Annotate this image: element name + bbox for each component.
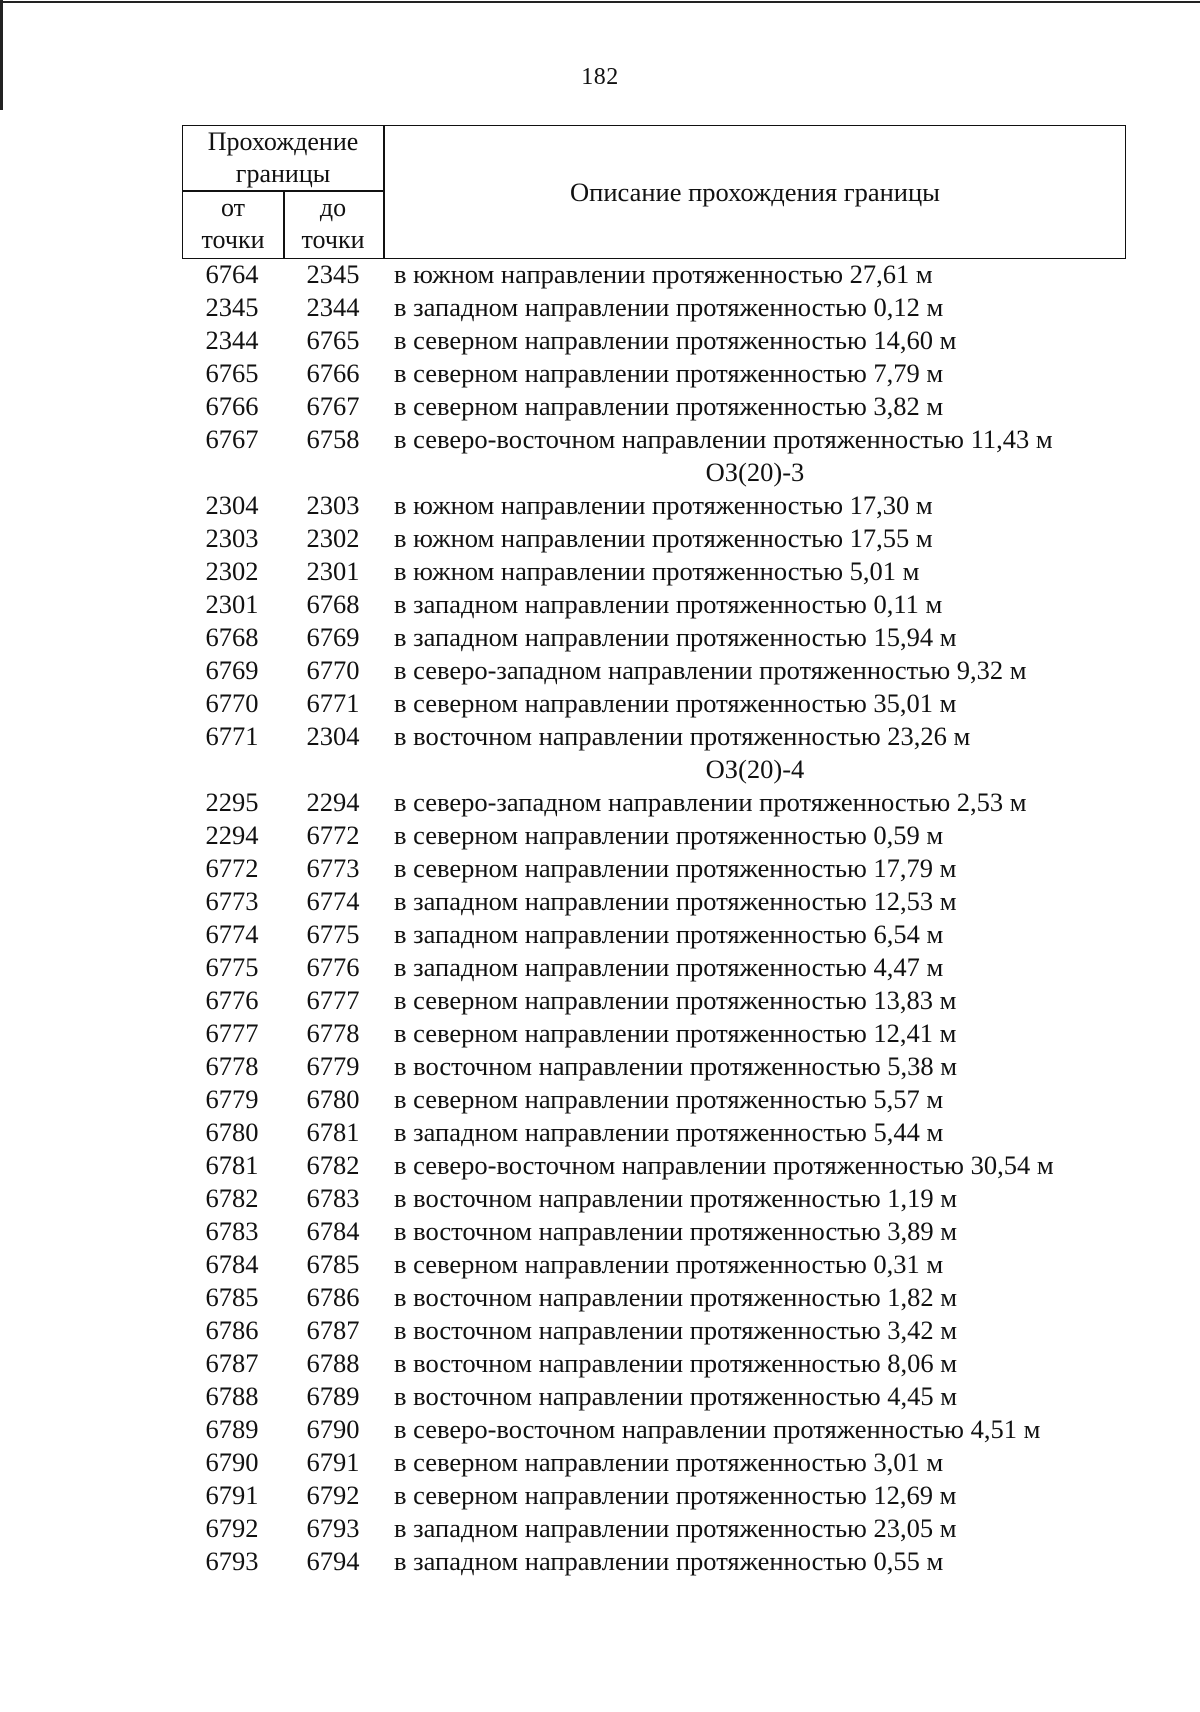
description-cell: в западном направлении протяженностью 0,55 м <box>394 1546 944 1576</box>
scan-border-left <box>0 0 3 110</box>
table-row <box>0 1380 1200 1413</box>
from-point-cell: 6792 <box>205 1513 259 1543</box>
to-point-cell: 6768 <box>306 589 360 619</box>
from-point-cell: 6777 <box>205 1018 259 1048</box>
from-point-cell: 6791 <box>205 1480 259 1510</box>
to-point-cell: 6770 <box>306 655 360 685</box>
header-passage-title: Прохождение границы <box>207 127 359 188</box>
description-cell: в северо-восточном направлении протяженностью 4,51 м <box>394 1414 1041 1444</box>
table-row <box>0 984 1200 1017</box>
to-point-cell: 6785 <box>306 1249 360 1279</box>
table-row <box>0 1281 1200 1314</box>
from-point-cell: 2303 <box>205 523 259 553</box>
table-row <box>0 357 1200 390</box>
description-cell: в северо-восточном направлении протяженностью 30,54 м <box>394 1150 1054 1180</box>
description-cell: в западном направлении протяженностью 15,94 м <box>394 622 957 652</box>
from-point-cell: 2295 <box>205 787 259 817</box>
table-row <box>0 621 1200 654</box>
table-row <box>0 885 1200 918</box>
description-cell: в восточном направлении протяженностью 23,26 м <box>394 721 971 751</box>
to-point-cell: 2301 <box>306 556 360 586</box>
to-point-cell: 2294 <box>306 787 360 817</box>
section-heading-row <box>0 753 1200 786</box>
table-row <box>0 1116 1200 1149</box>
to-point-cell: 6769 <box>306 622 360 652</box>
from-point-cell: 6789 <box>205 1414 259 1444</box>
table-row <box>0 522 1200 555</box>
to-point-cell: 2304 <box>306 721 360 751</box>
to-point-cell: 6778 <box>306 1018 360 1048</box>
from-point-cell: 6778 <box>205 1051 259 1081</box>
from-point-cell: 2345 <box>205 292 259 322</box>
description-cell: в северном направлении протяженностью 3,82 м <box>394 391 944 421</box>
to-point-cell: 6792 <box>306 1480 360 1510</box>
table-row <box>0 1545 1200 1578</box>
from-point-cell: 6769 <box>205 655 259 685</box>
to-point-cell: 6783 <box>306 1183 360 1213</box>
from-point-cell: 6780 <box>205 1117 259 1147</box>
section-title: ОЗ(20)-3 <box>705 457 805 487</box>
from-point-cell: 6782 <box>205 1183 259 1213</box>
table-row <box>0 1479 1200 1512</box>
description-cell: в западном направлении протяженностью 0,11 м <box>394 589 943 619</box>
table-row <box>0 1215 1200 1248</box>
from-point-cell: 6772 <box>205 853 259 883</box>
description-cell: в северном направлении протяженностью 12,69 м <box>394 1480 957 1510</box>
from-point-cell: 6775 <box>205 952 259 982</box>
from-point-cell: 6773 <box>205 886 259 916</box>
description-cell: в северо-западном направлении протяженностью 2,53 м <box>394 787 1027 817</box>
table-row <box>0 1182 1200 1215</box>
to-point-cell: 6789 <box>306 1381 360 1411</box>
description-cell: в северном направлении протяженностью 14,60 м <box>394 325 957 355</box>
description-cell: в южном направлении протяженностью 5,01 м <box>394 556 920 586</box>
table-row <box>0 1149 1200 1182</box>
from-point-cell: 6784 <box>205 1249 259 1279</box>
description-cell: в восточном направлении протяженностью 1,19 м <box>394 1183 958 1213</box>
from-point-cell: 6783 <box>205 1216 259 1246</box>
table-row <box>0 324 1200 357</box>
from-point-cell: 6767 <box>205 424 259 454</box>
from-point-cell: 6781 <box>205 1150 259 1180</box>
from-point-cell: 6771 <box>205 721 259 751</box>
table-row <box>0 555 1200 588</box>
from-point-cell: 2294 <box>205 820 259 850</box>
to-point-cell: 6793 <box>306 1513 360 1543</box>
table-row <box>0 918 1200 951</box>
from-point-cell: 6764 <box>205 259 259 289</box>
from-point-cell: 6779 <box>205 1084 259 1114</box>
to-point-cell: 6788 <box>306 1348 360 1378</box>
to-point-cell: 6765 <box>306 325 360 355</box>
header-description: Описание прохождения границы <box>570 177 940 207</box>
table-row <box>0 291 1200 324</box>
description-cell: в северном направлении протяженностью 17,79 м <box>394 853 957 883</box>
table-row <box>0 1413 1200 1446</box>
description-cell: в западном направлении протяженностью 23,05 м <box>394 1513 957 1543</box>
header-divider-from-to <box>283 190 285 258</box>
table-header <box>182 125 1126 259</box>
description-cell: в западном направлении протяженностью 5,44 м <box>394 1117 944 1147</box>
from-point-cell: 6770 <box>205 688 259 718</box>
from-point-cell: 6787 <box>205 1348 259 1378</box>
section-heading-row <box>0 456 1200 489</box>
from-point-cell: 6768 <box>205 622 259 652</box>
to-point-cell: 6775 <box>306 919 360 949</box>
description-cell: в восточном направлении протяженностью 3,42 м <box>394 1315 958 1345</box>
section-title: ОЗ(20)-4 <box>705 754 805 784</box>
to-point-cell: 6794 <box>306 1546 360 1576</box>
to-point-cell: 2303 <box>306 490 360 520</box>
description-cell: в северном направлении протяженностью 35,01 м <box>394 688 957 718</box>
table-row <box>0 423 1200 456</box>
from-point-cell: 2344 <box>205 325 259 355</box>
description-cell: в северном направлении протяженностью 13,83 м <box>394 985 957 1015</box>
description-cell: в северо-восточном направлении протяженностью 11,43 м <box>394 424 1053 454</box>
from-point-cell: 6793 <box>205 1546 259 1576</box>
description-cell: в западном направлении протяженностью 4,47 м <box>394 952 944 982</box>
page-number: 182 <box>581 64 619 90</box>
description-cell: в южном направлении протяженностью 27,61 м <box>394 259 933 289</box>
table-row <box>0 1017 1200 1050</box>
description-cell: в северном направлении протяженностью 0,31 м <box>394 1249 944 1279</box>
from-point-cell: 6774 <box>205 919 259 949</box>
to-point-cell: 2345 <box>306 259 360 289</box>
boundary-table-body <box>0 258 1200 1578</box>
table-row <box>0 258 1200 291</box>
table-row <box>0 489 1200 522</box>
to-point-cell: 6758 <box>306 424 360 454</box>
to-point-cell: 6780 <box>306 1084 360 1114</box>
table-row <box>0 1347 1200 1380</box>
description-cell: в западном направлении протяженностью 0,12 м <box>394 292 944 322</box>
description-cell: в южном направлении протяженностью 17,55 м <box>394 523 933 553</box>
description-cell: в северном направлении протяженностью 3,01 м <box>394 1447 944 1477</box>
table-row <box>0 1446 1200 1479</box>
description-cell: в северо-западном направлении протяженностью 9,32 м <box>394 655 1027 685</box>
description-cell: в восточном направлении протяженностью 8,06 м <box>394 1348 958 1378</box>
table-row <box>0 588 1200 621</box>
description-cell: в северном направлении протяженностью 7,79 м <box>394 358 944 388</box>
table-row <box>0 819 1200 852</box>
to-point-cell: 6776 <box>306 952 360 982</box>
to-point-cell: 6782 <box>306 1150 360 1180</box>
to-point-cell: 6781 <box>306 1117 360 1147</box>
to-point-cell: 6786 <box>306 1282 360 1312</box>
to-point-cell: 6767 <box>306 391 360 421</box>
table-row <box>0 390 1200 423</box>
from-point-cell: 6765 <box>205 358 259 388</box>
to-point-cell: 6766 <box>306 358 360 388</box>
table-row <box>0 687 1200 720</box>
to-point-cell: 6779 <box>306 1051 360 1081</box>
table-row <box>0 786 1200 819</box>
to-point-cell: 2344 <box>306 292 360 322</box>
to-point-cell: 6790 <box>306 1414 360 1444</box>
to-point-cell: 6787 <box>306 1315 360 1345</box>
scan-border-top <box>0 1 1200 3</box>
header-to-point: до точки <box>301 193 365 254</box>
table-row <box>0 1083 1200 1116</box>
table-row <box>0 1512 1200 1545</box>
to-point-cell: 6774 <box>306 886 360 916</box>
description-cell: в восточном направлении протяженностью 3,89 м <box>394 1216 958 1246</box>
to-point-cell: 6771 <box>306 688 360 718</box>
to-point-cell: 6772 <box>306 820 360 850</box>
from-point-cell: 6785 <box>205 1282 259 1312</box>
from-point-cell: 2301 <box>205 589 259 619</box>
description-cell: в восточном направлении протяженностью 4,45 м <box>394 1381 958 1411</box>
table-row <box>0 1314 1200 1347</box>
description-cell: в западном направлении протяженностью 6,54 м <box>394 919 944 949</box>
from-point-cell: 6776 <box>205 985 259 1015</box>
description-cell: в северном направлении протяженностью 12,41 м <box>394 1018 957 1048</box>
table-row <box>0 720 1200 753</box>
table-row <box>0 852 1200 885</box>
from-point-cell: 6786 <box>205 1315 259 1345</box>
to-point-cell: 6777 <box>306 985 360 1015</box>
to-point-cell: 6791 <box>306 1447 360 1477</box>
header-from-point: от точки <box>201 193 265 254</box>
table-row <box>0 654 1200 687</box>
description-cell: в северном направлении протяженностью 5,57 м <box>394 1084 944 1114</box>
to-point-cell: 6773 <box>306 853 360 883</box>
table-row <box>0 1050 1200 1083</box>
description-cell: в южном направлении протяженностью 17,30 м <box>394 490 933 520</box>
to-point-cell: 6784 <box>306 1216 360 1246</box>
from-point-cell: 2302 <box>205 556 259 586</box>
description-cell: в западном направлении протяженностью 12,53 м <box>394 886 957 916</box>
description-cell: в северном направлении протяженностью 0,59 м <box>394 820 944 850</box>
from-point-cell: 6788 <box>205 1381 259 1411</box>
from-point-cell: 2304 <box>205 490 259 520</box>
table-row <box>0 1248 1200 1281</box>
description-cell: в восточном направлении протяженностью 1,82 м <box>394 1282 958 1312</box>
to-point-cell: 2302 <box>306 523 360 553</box>
table-row <box>0 951 1200 984</box>
from-point-cell: 6790 <box>205 1447 259 1477</box>
description-cell: в восточном направлении протяженностью 5,38 м <box>394 1051 958 1081</box>
from-point-cell: 6766 <box>205 391 259 421</box>
